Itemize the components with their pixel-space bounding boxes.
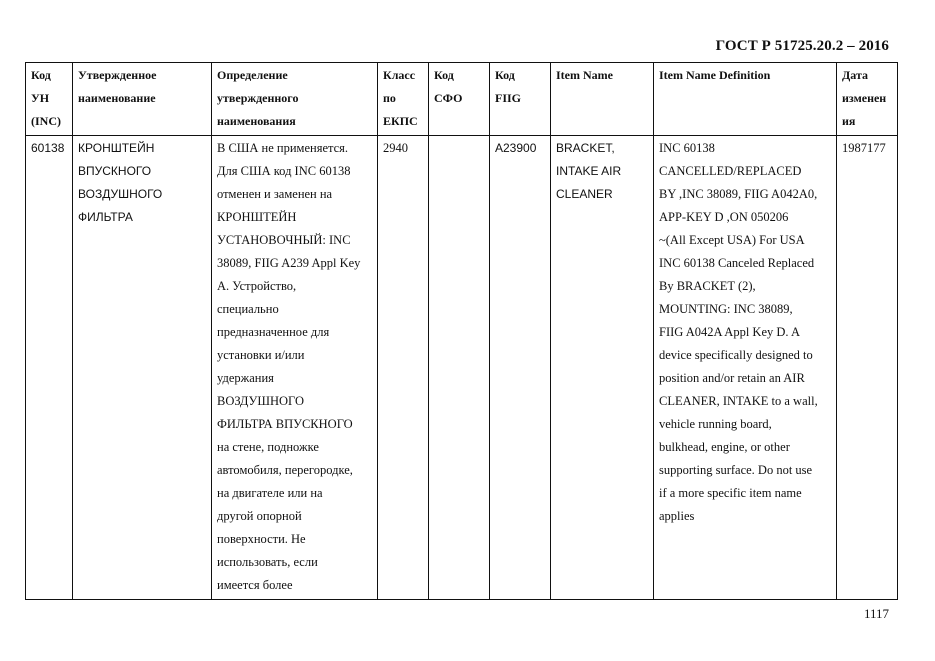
document-standard-header: ГОСТ Р 51725.20.2 – 2016 (715, 38, 889, 54)
table-header-row (26, 63, 898, 136)
header-ekps-class: Класс по ЕКПС (378, 63, 429, 136)
cell-ekps-class: 2940 (378, 136, 429, 600)
header-item-name: Item Name (551, 63, 654, 136)
cell-inc-code: 60138 (26, 136, 73, 600)
header-change-date: Дата изменен ия (837, 63, 898, 136)
cell-name-definition: В США не применяется. Для США код INC 60138 отменен и заменен на КРОНШТЕЙН УСТАНОВОЧНЫЙ: INC 38089, FIIG A239 Appl Key A. Устройство, специально предназначенное для установки и/или удержания ВОЗДУШНОГО ФИЛЬТРА ВПУСКНОГО на стене, подножке автомобиля, перегородке, на двигателе или на другой опорной поверхности. Не использовать, если имеется более (212, 136, 378, 600)
table-row (26, 136, 898, 600)
cell-change-date: 1987177 (837, 136, 898, 600)
cell-approved-name: КРОНШТЕЙН ВПУСКНОГО ВОЗДУШНОГО ФИЛЬТРА (73, 136, 212, 600)
header-inc-code: Код УН (INC) (26, 63, 73, 136)
gost-item-table (25, 62, 898, 600)
header-item-name-definition: Item Name Definition (654, 63, 837, 136)
cell-fiig-code: A23900 (490, 136, 551, 600)
header-sfo-code: Код СФО (429, 63, 490, 136)
page-number: 1117 (863, 606, 889, 621)
header-approved-name: Утвержденное наименование (73, 63, 212, 136)
cell-item-name: BRACKET, INTAKE AIR CLEANER (551, 136, 654, 600)
header-name-definition: Определение утвержденного наименования (212, 63, 378, 136)
header-fiig-code: Код FIIG (490, 63, 551, 136)
cell-sfo-code (429, 136, 490, 600)
cell-item-name-definition: INC 60138 CANCELLED/REPLACED BY ,INC 38089, FIIG A042A0, APP-KEY D ,ON 050206 ~(All Except USA) For USA INC 60138 Canceled Replaced By BRACKET (2), MOUNTING: INC 38089, FIIG A042A Appl Key D. A device specifically designed to position and/or retain an AIR CLEANER, INTAKE to a wall, vehicle running board, bulkhead, engine, or other supporting surface. Do not use if a more specific item name applies (654, 136, 837, 600)
